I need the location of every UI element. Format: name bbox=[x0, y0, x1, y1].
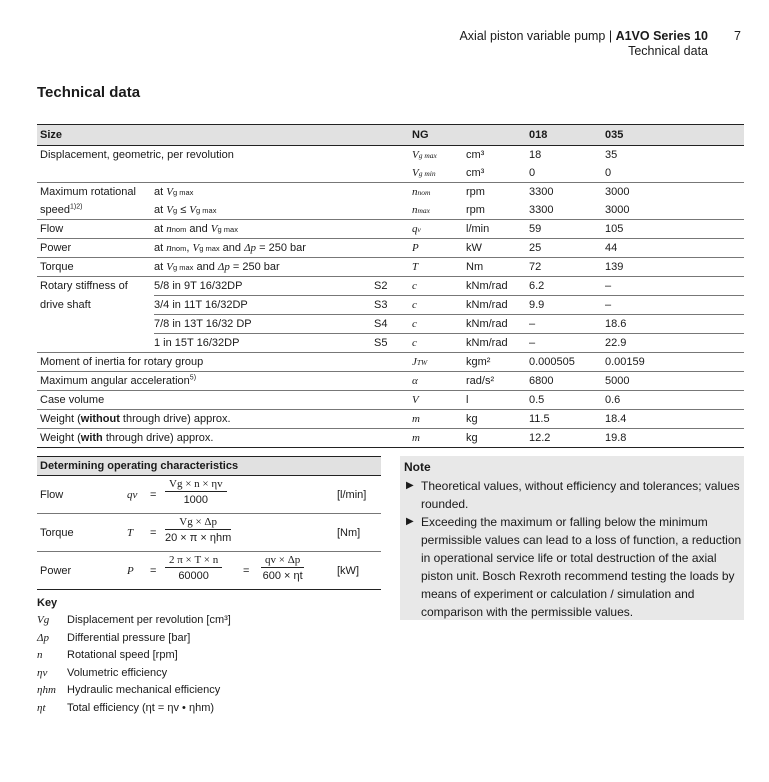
formula-row-torque: Torque T = Vg × Δp 20 × π × ηhm [Nm] bbox=[37, 514, 381, 552]
table-row: Rotary stiffness of 5/8 in 9T 16/32DP S2 c kNm/rad 6.2 – bbox=[37, 277, 744, 296]
table-row: 1 in 15T 16/32DP S5 c kNm/rad – 22.9 bbox=[37, 334, 744, 353]
symbol: P bbox=[412, 239, 466, 258]
symbol: Vg min bbox=[412, 166, 436, 179]
col-035: 035 bbox=[605, 125, 744, 146]
table-row: Torque at Vg max and Δp = 250 bar T Nm 72 139 bbox=[37, 258, 744, 277]
symbol: JTW bbox=[412, 353, 466, 372]
note-title: Note bbox=[404, 460, 431, 474]
symbol: m bbox=[412, 429, 466, 448]
note-list bbox=[400, 477, 744, 621]
table-row: Maximum rotational at Vg max nnom rpm 3300 3000 bbox=[37, 183, 744, 202]
formula-fraction: $\frac{2 \pi \times T \times n}{60000}$ bbox=[165, 554, 222, 582]
key-item: ηt Total efficiency (ηt = ηv • ηhm) bbox=[37, 701, 215, 714]
section-heading: Determining operating characteristics bbox=[37, 456, 381, 476]
table-row: Power at nnom, Vg max and Δp = 250 bar P kW 25 44 bbox=[37, 239, 744, 258]
page-title: Technical data bbox=[37, 84, 141, 101]
operating-characteristics-table bbox=[37, 456, 381, 590]
table-row: Vg min cm³ 0 0 bbox=[37, 164, 744, 183]
key-item: ηv Volumetric efficiency bbox=[37, 666, 168, 679]
table-row: Weight (without through drive) approx. m kg 11.5 18.4 bbox=[37, 410, 744, 429]
key-item: n Rotational speed [rpm] bbox=[37, 649, 178, 661]
triangle-bullet-icon: ▶ bbox=[406, 516, 414, 527]
symbol: c bbox=[412, 315, 466, 334]
formula-row-power: Power P = $\frac{2 \pi \times T \times n}{60000}$ = $\frac{qv \times \Delta p}{600 \times \eta t}$ [kW] bbox=[37, 552, 381, 590]
symbol: qv bbox=[412, 220, 466, 239]
product-line bbox=[459, 29, 708, 44]
product-series: A1VO Series 10 bbox=[615, 29, 708, 43]
table-row: 7/8 in 13T 16/32 DP S4 c kNm/rad – 18.6 bbox=[37, 315, 744, 334]
symbol: nmax bbox=[412, 203, 430, 216]
header-section: Technical data bbox=[628, 43, 708, 58]
formula-fraction: $\frac{qv \times \Delta p}{600 \times \eta t}$ bbox=[262, 554, 303, 582]
table-row: Flow at nnom and Vg max qv l/min 59 105 bbox=[37, 220, 744, 239]
col-ng: NG bbox=[412, 125, 466, 146]
formula-fraction: $\frac{Vg \times n \times \eta v}{1000}$ bbox=[165, 478, 227, 506]
table-row: Weight (with through drive) approx. m kg 12.2 19.8 bbox=[37, 429, 744, 448]
table-row: speed$^{1)2)}$ at Vg ≤ Vg max nmax rpm 3300 3000 bbox=[37, 201, 744, 220]
symbol: m bbox=[412, 410, 466, 429]
triangle-bullet-icon: ▶ bbox=[406, 480, 414, 491]
table-row: drive shaft 3/4 in 11T 16/32DP S3 c kNm/rad 9.9 – bbox=[37, 296, 744, 315]
formula-fraction: Vg × Δp 20 × π × ηhm bbox=[165, 516, 232, 544]
note-item: ▶ Exceeding the maximum or falling below the minimum permissible values can lead to a loss of function, a reduction in operational service life or total destruction of the axial piston unit. Bosch Rexroth recommend testing the loads by means of experiment or calculation / simulation and comparison with the permissible values. bbox=[406, 515, 742, 619]
symbol: nnom bbox=[412, 183, 466, 202]
symbol: α bbox=[412, 372, 466, 391]
table-row: Case volume V l 0.5 0.6 bbox=[37, 391, 744, 410]
table-header-row bbox=[37, 125, 744, 146]
page-number: 7 bbox=[734, 29, 741, 43]
running-header bbox=[459, 29, 708, 58]
technical-data-table bbox=[37, 124, 744, 448]
note-box bbox=[400, 456, 744, 620]
note-item: ▶ Theoretical values, without efficiency and tolerances; values rounded. bbox=[406, 479, 740, 511]
symbol: c bbox=[412, 336, 417, 349]
table-row: Maximum angular acceleration$^{5)}$ α rad/s² 6800 5000 bbox=[37, 372, 744, 391]
key-item: Δp Differential pressure [bar] bbox=[37, 631, 191, 644]
key-title: Key bbox=[37, 597, 58, 609]
symbol: V bbox=[412, 391, 466, 410]
symbol: Vg max bbox=[412, 148, 437, 161]
symbol: c bbox=[412, 277, 466, 296]
table-row: Moment of inertia for rotary group JTW kgm² 0.000505 0.00159 bbox=[37, 353, 744, 372]
col-018: 018 bbox=[529, 125, 605, 146]
key-legend bbox=[37, 597, 231, 719]
product-name: Axial piston variable pump | bbox=[459, 29, 616, 43]
symbol: T bbox=[412, 258, 466, 277]
key-item: Vg Displacement per revolution [cm³] bbox=[37, 614, 231, 626]
col-size: Size bbox=[37, 125, 374, 146]
formula-row-flow: Flow qv = $\frac{Vg \times n \times \eta v}{1000}$ [l/min] bbox=[37, 476, 381, 514]
symbol: c bbox=[412, 296, 466, 315]
table-row: Displacement, geometric, per revolution Vg max cm³ 18 35 bbox=[37, 146, 744, 165]
key-item: ηhm Hydraulic mechanical efficiency bbox=[37, 684, 221, 696]
